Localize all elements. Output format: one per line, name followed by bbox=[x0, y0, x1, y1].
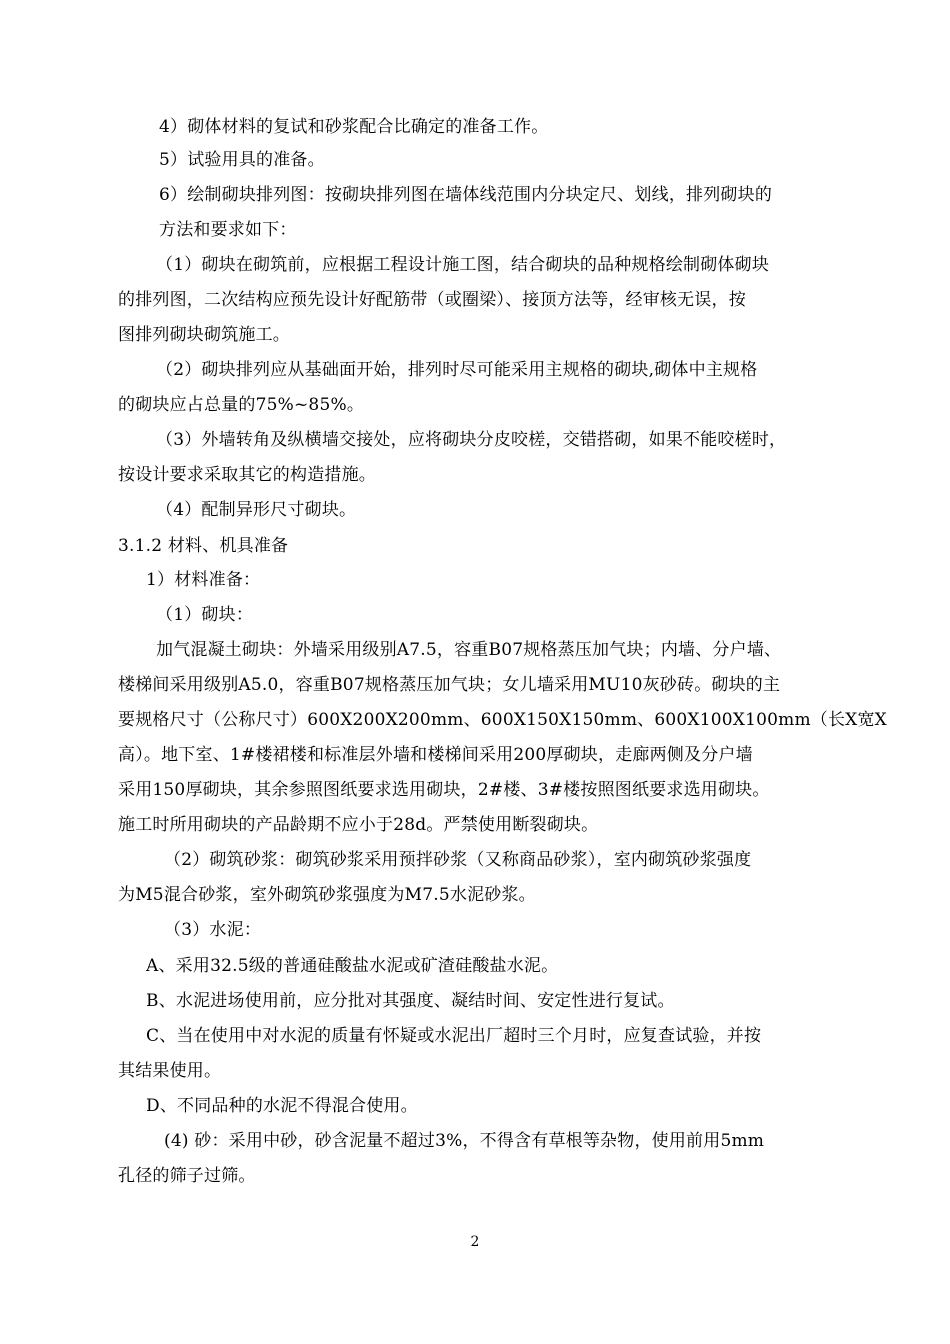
text-line: 5）试验用具的准备。 bbox=[159, 150, 325, 170]
text-line: 6）绘制砌块排列图：按砌块排列图在墙体线范围内分块定尺、划线，排列砌块的 bbox=[159, 185, 773, 205]
text-line: 施工时所用砌块的产品龄期不应小于28d。严禁使用断裂砌块。 bbox=[118, 815, 599, 835]
text-line: 1）材料准备： bbox=[146, 570, 261, 590]
text-line: (4) 砂：采用中砂，砂含泥量不超过3%，不得含有草根等杂物，使用前用5mm bbox=[164, 1131, 765, 1151]
text-line: 高）。地下室、1#楼裙楼和标准层外墙和楼梯间采用200厚砌块，走廊两侧及分户墙 bbox=[118, 745, 753, 765]
text-line: 的砌块应占总量的75%~85%。 bbox=[118, 395, 365, 415]
text-line: （3）水泥： bbox=[164, 920, 262, 940]
text-line: （2）砌块排列应从基础面开始，排列时尽可能采用主规格的砌块,砌体中主规格 bbox=[156, 360, 758, 380]
text-line: 加气混凝土砌块：外墙采用级别A7.5，容重B07规格蒸压加气块；内墙、分户墙、 bbox=[156, 640, 782, 660]
text-line: C、当在使用中对水泥的质量有怀疑或水泥出厂超时三个月时，应复查试验，并按 bbox=[146, 1026, 762, 1046]
text-line: 方法和要求如下： bbox=[159, 220, 297, 240]
text-line: 为M5混合砂浆，室外砌筑砂浆强度为M7.5水泥砂浆。 bbox=[118, 885, 536, 905]
text-line: A、采用32.5级的普通硅酸盐水泥或矿渣硅酸盐水泥。 bbox=[146, 956, 559, 976]
text-line: 按设计要求采取其它的构造措施。 bbox=[118, 465, 376, 485]
text-line: 采用150厚砌块，其余参照图纸要求选用砌块，2#楼、3#楼按照图纸要求选用砌块。 bbox=[118, 780, 770, 800]
text-line: （3）外墙转角及纵横墙交接处，应将砌块分皮咬槎，交错搭砌，如果不能咬槎时， bbox=[156, 430, 787, 450]
text-line: 孔径的筛子过筛。 bbox=[118, 1166, 256, 1186]
text-line: 图排列砌块砌筑施工。 bbox=[118, 325, 290, 345]
text-line: B、水泥进场使用前，应分批对其强度、凝结时间、安定性进行复试。 bbox=[146, 991, 675, 1011]
text-line: D、不同品种的水泥不得混合使用。 bbox=[146, 1096, 418, 1116]
text-line: 楼梯间采用级别A5.0，容重B07规格蒸压加气块；女儿墙采用MU10灰砂砖。砌块的主 bbox=[118, 675, 781, 695]
text-line: （1）砌块： bbox=[156, 605, 254, 625]
text-line: 的排列图，二次结构应预先设计好配筋带（或圈梁）、接顶方法等，经审核无误，按 bbox=[118, 290, 746, 310]
text-line: （4）配制异形尺寸砌块。 bbox=[156, 500, 357, 520]
text-line: 4）砌体材料的复试和砂浆配合比确定的准备工作。 bbox=[159, 117, 549, 137]
text-line: 其结果使用。 bbox=[118, 1061, 222, 1081]
page-number: 2 bbox=[470, 1234, 480, 1250]
text-line: （1）砌块在砌筑前，应根据工程设计施工图，结合砌块的品种规格绘制砌体砌块 bbox=[156, 255, 770, 275]
text-line: 要规格尺寸（公称尺寸）600X200X200mm、600X150X150mm、600X100X100mm（长X宽X bbox=[118, 710, 887, 730]
text-line: （2）砌筑砂浆：砌筑砂浆采用预拌砂浆（又称商品砂浆），室内砌筑砂浆强度 bbox=[164, 850, 752, 870]
section-heading: 3.1.2 材料、机具准备 bbox=[118, 536, 289, 556]
